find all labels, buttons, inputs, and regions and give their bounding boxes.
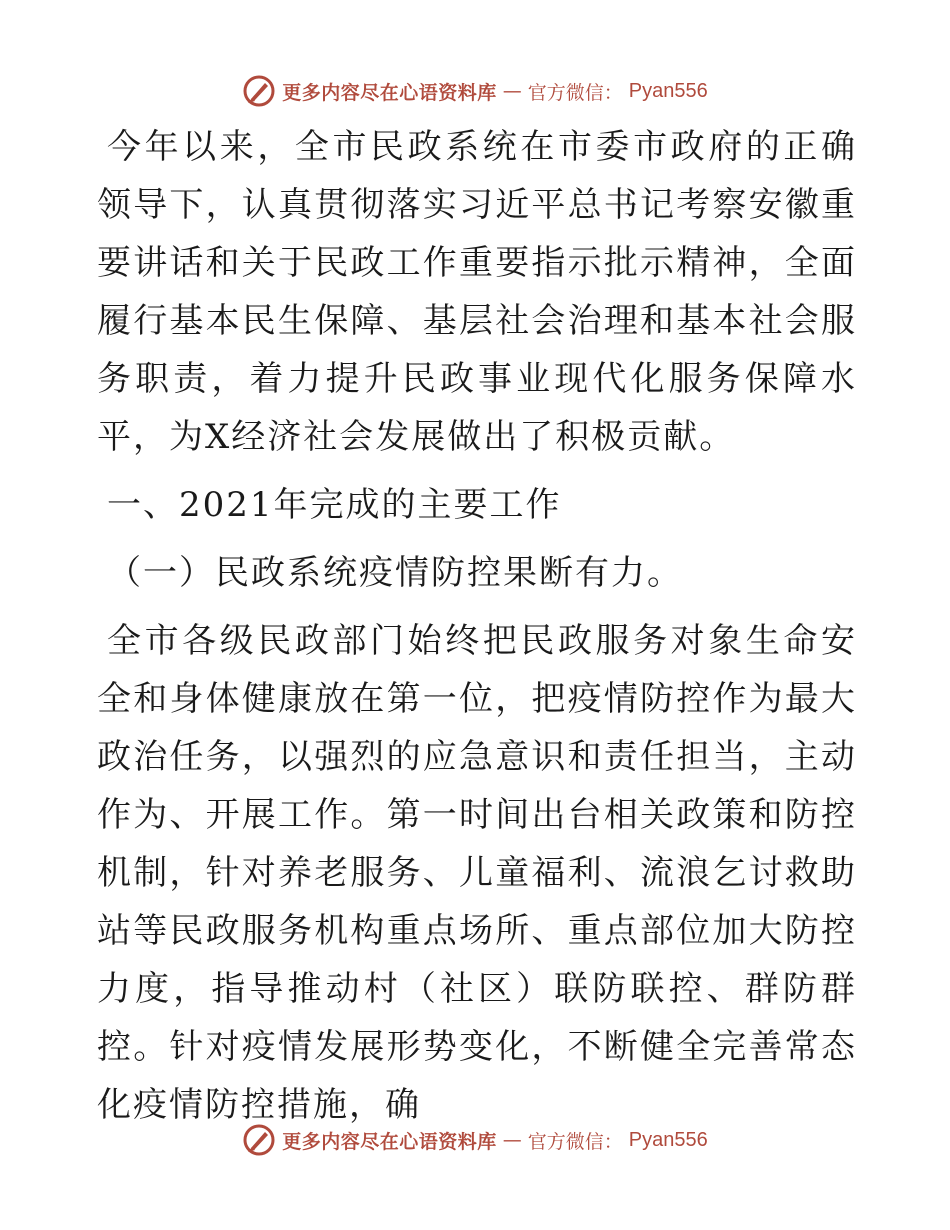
watermark-separator: — [502, 1129, 522, 1151]
document-body [97, 118, 857, 1134]
watermark-text: 更多内容尽在心语资料库 [282, 81, 497, 104]
pen-circle-logo-icon [242, 1123, 276, 1157]
watermark-banner-top [0, 71, 950, 111]
section-heading: 一、2021年完成的主要工作 [107, 485, 562, 525]
watermark-wechat-label: 官方微信： [527, 1130, 623, 1153]
watermark-text: 更多内容尽在心语资料库 [282, 1130, 497, 1153]
paragraph-body: 全市各级民政部门始终把民政服务对象生命安全和身体健康放在第一位，把疫情防控作为最大政治任务，以强烈的应急意识和责任担当，主动作为、开展工作。第一时间出台相关政策和防控机制，针对养老服务、儿童福利、流浪乞讨救助站等民政服务机构重点场所、重点部位加大防控力度，指导推动村（社区）联防联控、群防群控。针对疫情发展形势变化，不断健全完善常态化疫情防控措施，确 [97, 621, 857, 1125]
watermark-wechat-id: Pyan556 [628, 1128, 708, 1151]
subsection-heading: （一）民政系统疫情防控果断有力。 [107, 553, 683, 593]
watermark-separator: — [502, 80, 522, 102]
pen-circle-logo-icon [242, 74, 276, 108]
watermark-wechat-id: Pyan556 [628, 79, 708, 102]
watermark-banner-bottom [0, 1120, 950, 1160]
paragraph-intro: 今年以来，全市民政系统在市委市政府的正确领导下，认真贯彻落实习近平总书记考察安徽重要讲话和关于民政工作重要指示批示精神，全面履行基本民生保障、基层社会治理和基本社会服务职责，着力提升民政事业现代化服务保障水平，为X经济社会发展做出了积极贡献。 [97, 127, 857, 457]
watermark-wechat-label: 官方微信： [527, 81, 623, 104]
